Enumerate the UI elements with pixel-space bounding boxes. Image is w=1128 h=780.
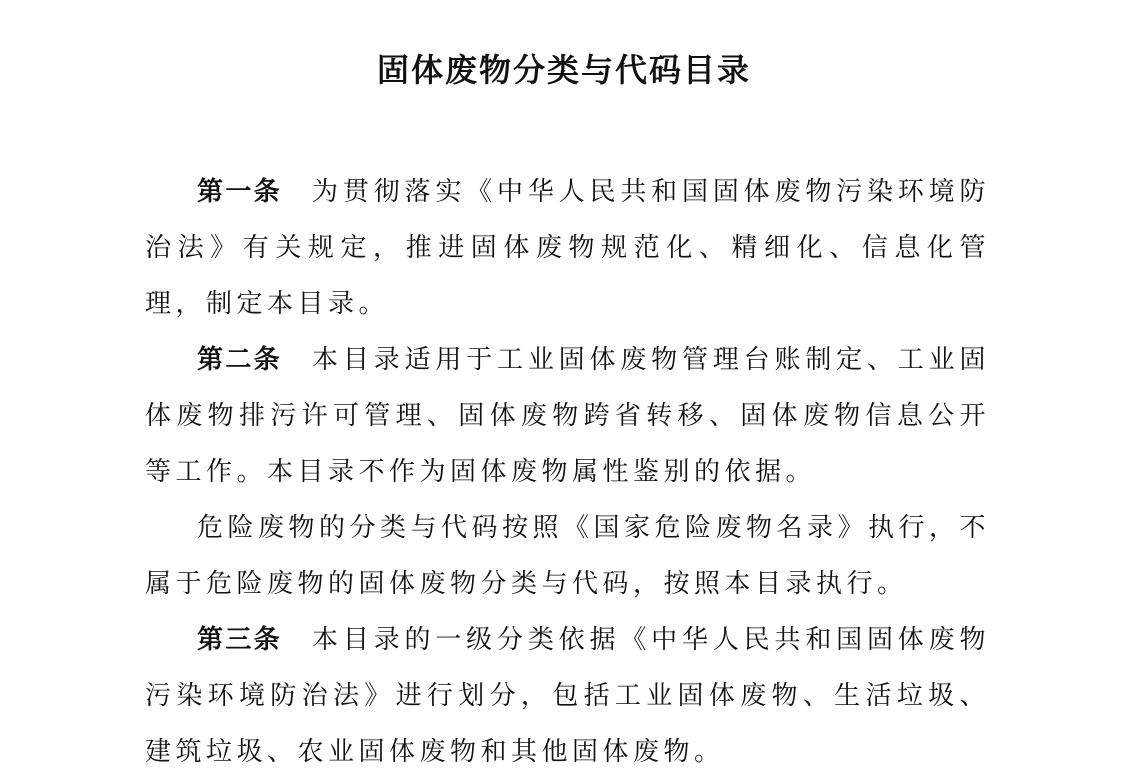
article-2-paragraph	[145, 332, 990, 500]
article-2-label: 第二条	[197, 345, 282, 375]
article-1-label: 第一条	[197, 177, 282, 207]
article-3-paragraph	[145, 612, 990, 780]
article-3-label: 第三条	[197, 625, 282, 655]
article-2-continuation-paragraph	[145, 500, 990, 612]
document-body	[145, 164, 990, 780]
article-2-continuation-text: 危险废物的分类与代码按照《国家危险废物名录》执行，不属于危险废物的固体废物分类与代码，按照本目录执行。	[145, 513, 991, 599]
article-2-text: 本目录适用于工业固体废物管理台账制定、工业固体废物排污许可管理、固体废物跨省转移、固体废物信息公开等工作。本目录不作为固体废物属性鉴别的依据。	[145, 345, 990, 487]
article-1-paragraph	[145, 164, 990, 332]
document-title: 固体废物分类与代码目录	[376, 51, 751, 89]
article-1-text: 为贯彻落实《中华人民共和国固体废物污染环境防治法》有关规定，推进固体废物规范化、精细化、信息化管理，制定本目录。	[145, 177, 990, 319]
article-3-text: 本目录的一级分类依据《中华人民共和国固体废物污染环境防治法》进行划分，包括工业固体废物、生活垃圾、建筑垃圾、农业固体废物和其他固体废物。	[145, 625, 990, 767]
